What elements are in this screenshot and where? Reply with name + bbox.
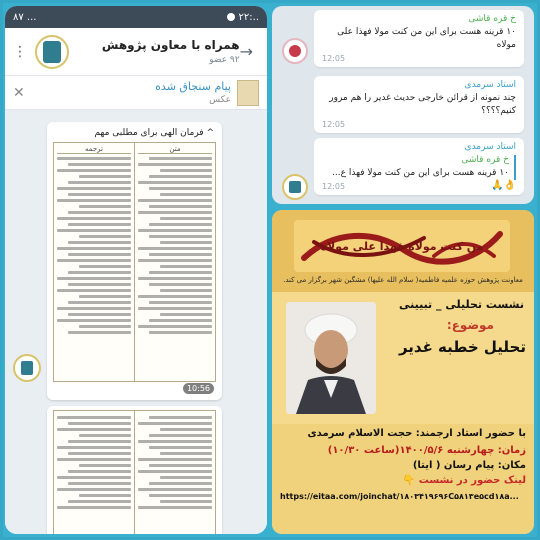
back-arrow-icon[interactable]: → bbox=[239, 42, 253, 61]
channel-avatar[interactable] bbox=[35, 35, 69, 69]
chat-header[interactable] bbox=[5, 28, 267, 76]
speaker-portrait-icon bbox=[286, 302, 376, 414]
status-left: ۸۷ ... bbox=[13, 11, 37, 23]
time-line: زمان: چهارشنبه ۱۴۰۰/۵/۶(ساعت ۱۰/۳۰) bbox=[327, 445, 526, 456]
document-2-column-a bbox=[134, 411, 215, 534]
message-sender[interactable]: خ قره قاشی bbox=[468, 14, 516, 24]
chat-area bbox=[5, 110, 267, 534]
place-line: مکان: پیام رسان ( ایتا) bbox=[412, 460, 526, 471]
pinned-message-bar[interactable] bbox=[5, 76, 267, 110]
event-type: نشست تحلیلی _ تبیینی bbox=[398, 298, 524, 311]
message-time: 12:05 bbox=[322, 182, 346, 191]
column-header-text: متن bbox=[138, 145, 212, 154]
document-column-text bbox=[134, 143, 215, 381]
status-icons bbox=[227, 12, 259, 23]
chat-members-count: ۹۲ عضو bbox=[209, 55, 240, 65]
sender-avatar[interactable] bbox=[13, 354, 41, 382]
link-label: لینک حضور در نشست 👇 bbox=[402, 475, 526, 486]
join-link[interactable]: https://eitaa.com/joinchat/۱۸۰۳۴۱۹۶۹۶C۵۸۱۳e۵cd۱۸a... bbox=[280, 492, 519, 501]
pinned-thumbnail bbox=[237, 80, 259, 106]
message-text: چند نمونه از قرائن خارجی حدیث غدیر را هم مرور کنیم؟؟؟؟ bbox=[329, 93, 516, 116]
reply-quote[interactable] bbox=[322, 155, 516, 180]
sender-avatar-flower[interactable] bbox=[282, 38, 308, 64]
document-2-column-b bbox=[54, 411, 134, 534]
column-header-translation: ترجمه bbox=[57, 145, 131, 154]
sender-avatar-channel[interactable] bbox=[282, 174, 308, 200]
channel-logo-icon bbox=[43, 41, 61, 63]
calligraphy-banner bbox=[294, 220, 510, 272]
media-duration-badge: 10:56 bbox=[183, 383, 214, 394]
pinned-subtitle: عکس bbox=[209, 95, 231, 105]
flower-icon bbox=[289, 45, 301, 57]
document-image-message-2[interactable] bbox=[47, 406, 222, 534]
channel-logo-icon bbox=[21, 361, 33, 375]
document-table-2 bbox=[53, 410, 216, 534]
topic-title: تحلیل خطبه غدیر bbox=[398, 338, 526, 356]
speaker-photo bbox=[286, 302, 376, 414]
document-column-translation bbox=[54, 143, 134, 381]
document-table bbox=[53, 142, 216, 382]
message-time: 12:05 bbox=[322, 54, 346, 63]
pinned-title: پیام سنجاق شده bbox=[155, 80, 231, 93]
event-poster bbox=[272, 210, 534, 534]
poster-subtitle: معاونت پژوهش حوزه علمیه فاطمیه( سلام الله علیها) مشگین شهر برگزار می کند. bbox=[283, 276, 523, 284]
status-indicator-icon bbox=[227, 13, 235, 21]
status-bar bbox=[5, 6, 267, 28]
chat-title: همراه با معاون پژوهش bbox=[101, 38, 240, 52]
close-pinned-icon[interactable]: ✕ bbox=[13, 84, 25, 101]
message-bubble-2[interactable] bbox=[314, 76, 524, 133]
document-title: ^ فرمان الهی برای مطلبی مهم bbox=[94, 128, 214, 138]
more-menu-icon[interactable]: ⋮ bbox=[13, 43, 27, 60]
speaker-line: با حضور استاد ارجمند: حجت الاسلام سرمدی bbox=[307, 428, 526, 439]
banner-text: من کنت مولاه فهذا علی مولاه bbox=[320, 240, 484, 253]
message-text: ۱۰ قرینه هست برای این من کنت مولا فهذا علی مولاه bbox=[337, 27, 516, 50]
message-sender[interactable]: استاد سرمدی bbox=[464, 80, 516, 90]
chat-title-block[interactable] bbox=[69, 38, 240, 65]
quote-sender: خ قره قاشی bbox=[461, 155, 509, 165]
channel-logo-icon bbox=[289, 181, 301, 193]
emoji-reaction-icons: 🙏👌 bbox=[491, 180, 516, 191]
document-image-message[interactable] bbox=[47, 122, 222, 400]
status-time: ۲۲:.. bbox=[238, 11, 259, 23]
pinned-text-block bbox=[25, 80, 231, 105]
message-sender[interactable]: استاد سرمدی bbox=[464, 142, 516, 152]
poster-banner-area bbox=[272, 210, 534, 292]
quote-text: ۱۰ قرینه هست برای این من کنت مولا فهذا ع... bbox=[332, 168, 509, 178]
message-bubble-3[interactable] bbox=[314, 138, 524, 195]
channel-chat-screenshot bbox=[5, 6, 267, 534]
message-bubble-1[interactable] bbox=[314, 10, 524, 67]
topic-label: موضوع: bbox=[446, 318, 494, 332]
group-chat-screenshot bbox=[272, 6, 534, 204]
message-time: 12:05 bbox=[322, 120, 346, 129]
poster-info-box bbox=[272, 424, 534, 534]
